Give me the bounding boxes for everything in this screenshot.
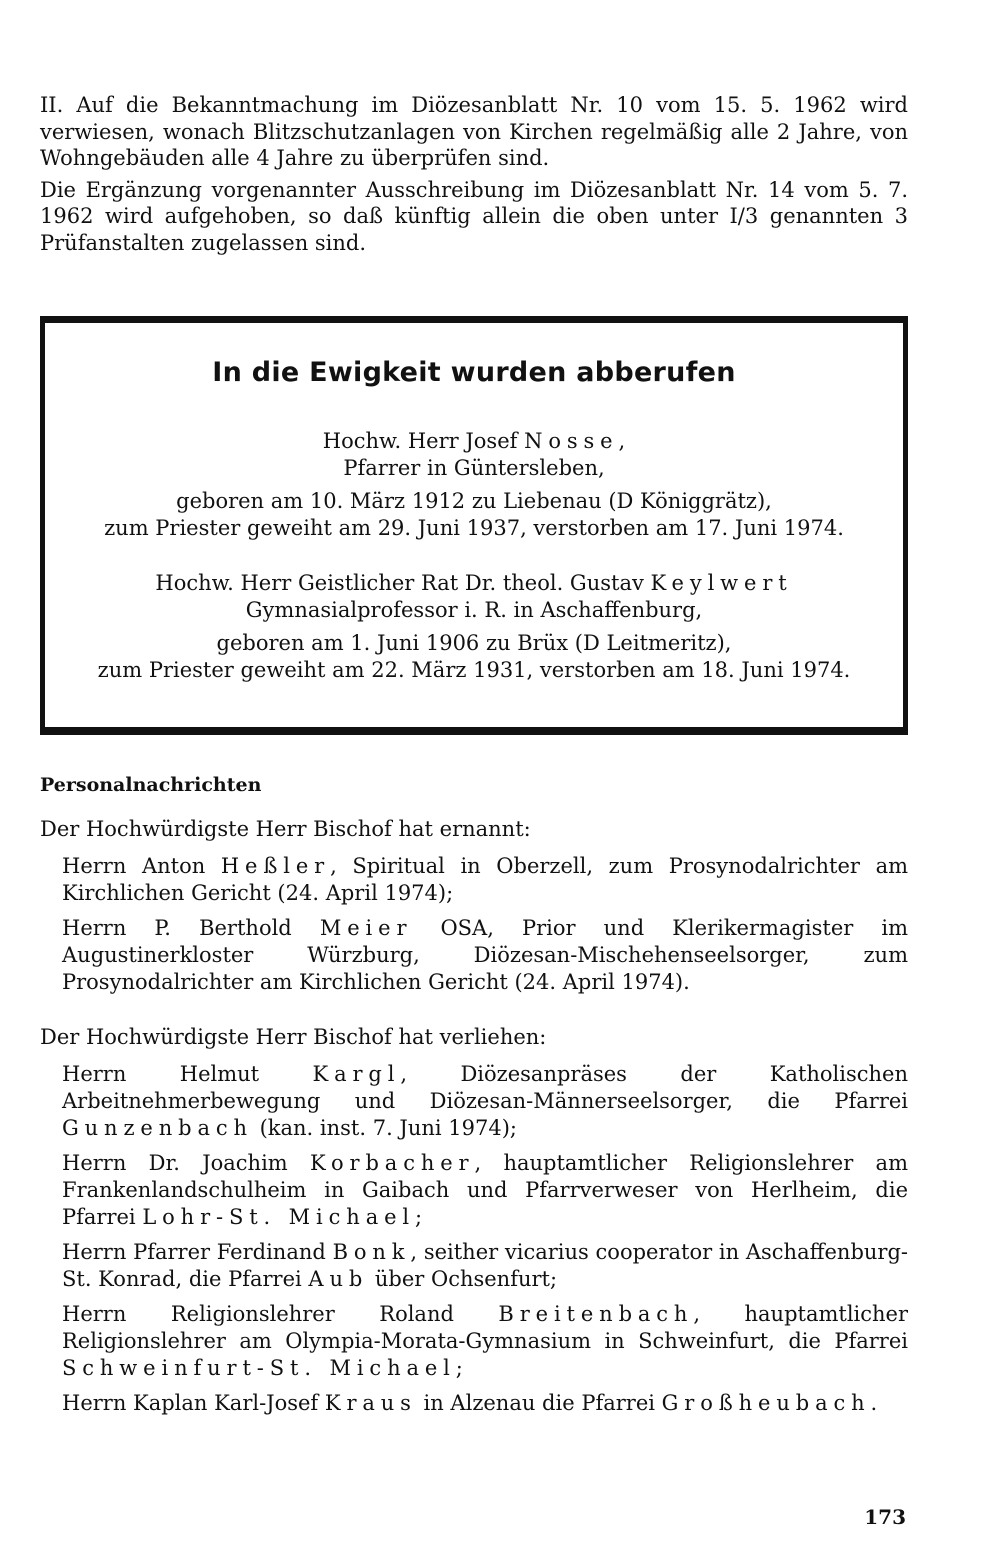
intro-appointed: Der Hochwürdigste Herr Bischof hat ernannt: [40, 817, 531, 841]
surname: Breitenbach [498, 1302, 694, 1326]
parish-name: Aub [308, 1267, 369, 1291]
personal-news [40, 816, 908, 1417]
name-prefix: Hochw. Herr Geistlicher Rat Dr. theol. Gustav [155, 571, 651, 595]
conferral-item [62, 1061, 908, 1142]
surname: Keylwert [650, 571, 793, 595]
item-text: (kan. inst. 7. Juni 1974); [252, 1116, 517, 1140]
item-text: Herrn Helmut [62, 1062, 313, 1086]
obituary-role: Pfarrer in Güntersleben, [343, 456, 605, 480]
surname: Nosse [524, 429, 619, 453]
conferral-item [62, 1390, 908, 1417]
item-text: ; [455, 1356, 463, 1380]
surname: Meier [319, 916, 413, 940]
section-heading: Personalnachrichten [40, 774, 262, 796]
paragraph-supplement: Die Ergänzung vorgenannter Ausschreibung im Diözesanblatt Nr. 14 vom 5. 7. 1962 wird aufgehoben, so daß künftig allein die oben unter I/3 genannten 3 Prüfanstalten zugelassen sind. [40, 177, 908, 255]
item-text: , Diözesanpräses der Katholischen Arbeitnehmerbewegung und Diözesan-Männerseelsorger, die Pfarrei [62, 1062, 908, 1113]
obituary-ordained: zum Priester geweiht am 29. Juni 1937, verstorben am 17. Juni 1974. [104, 516, 844, 540]
item-text: Herrn Anton [62, 854, 221, 878]
appointment-item [62, 915, 908, 996]
surname: Heßler [220, 854, 331, 878]
obituary-born: geboren am 1. Juni 1906 zu Brüx (D Leitmeritz), [216, 631, 732, 655]
parish-name: Lohr-St. Michael [142, 1205, 416, 1229]
item-text: . [870, 1391, 878, 1415]
surname: Kargl [312, 1062, 401, 1086]
item-text: ; [415, 1205, 423, 1229]
obituary-box [40, 316, 908, 735]
parish-name: Schweinfurt-St. Michael [62, 1356, 456, 1380]
obituary-ordained: zum Priester geweiht am 22. März 1931, verstorben am 18. Juni 1974. [97, 658, 851, 682]
name-prefix: Hochw. Herr Josef [322, 429, 525, 453]
parish-name: Gunzenbach [62, 1116, 253, 1140]
item-text: Herrn Religionslehrer Roland [62, 1302, 499, 1326]
conferral-item [62, 1150, 908, 1231]
item-text: Herrn Kaplan Karl-Josef [62, 1391, 325, 1415]
obituary-entry [45, 570, 903, 684]
item-text: über Ochsenfurt; [368, 1267, 558, 1291]
obituary-born: geboren am 10. März 1912 zu Liebenau (D Königgrätz), [176, 489, 772, 513]
item-text: , seither vicarius cooperator in Aschaffenburg-St. Konrad, die Pfarrei [62, 1240, 909, 1291]
obituary-entry [45, 428, 903, 542]
item-text: OSA, Prior und Klerikermagister im Augustinerkloster Würzburg, Diözesan-Mischehenseelsorger, zum Prosynodalrichter am Kirchlichen Gericht (24. April 1974). [62, 916, 909, 994]
conferral-item [62, 1239, 908, 1293]
intro-conferred: Der Hochwürdigste Herr Bischof hat verliehen: [40, 1025, 547, 1049]
conferral-item [62, 1301, 908, 1382]
item-text: in Alzenau die Pfarrei [416, 1391, 662, 1415]
item-text: Herrn Pfarrer Ferdinand [62, 1240, 333, 1264]
obituary-title: In die Ewigkeit wurden abberufen [212, 357, 736, 388]
surname: Bonk [332, 1240, 411, 1264]
page-number: 173 [864, 1505, 906, 1529]
paragraph-ii: II. Auf die Bekanntmachung im Diözesanblatt Nr. 10 vom 15. 5. 1962 wird verwiesen, wonach Blitzschutzanlagen von Kirchen regelmäßig alle 2 Jahre, von Wohngebäuden alle 4 Jahre zu überprüfen sind. [40, 93, 908, 170]
parish-name: Großheubach [661, 1391, 871, 1415]
item-text: , hauptamtlicher Religionslehrer am Olympia-Morata-Gymnasium in Schweinfurt, die Pfarrei [62, 1302, 909, 1353]
name-suffix: , [618, 429, 626, 453]
obituary-name [45, 428, 903, 455]
item-text: Herrn P. Berthold [62, 916, 320, 940]
item-text: Herrn Dr. Joachim [62, 1151, 311, 1175]
obituary-name [45, 570, 903, 597]
appointment-item [62, 853, 908, 907]
item-text: , hauptamtlicher Religionslehrer am Frankenlandschulheim in Gaibach und Pfarrverweser von Herlheim, die Pfarrei [62, 1151, 908, 1229]
item-text: , Spiritual in Oberzell, zum Prosynodalrichter am Kirchlichen Gericht (24. April 1974); [62, 854, 908, 905]
top-section [40, 92, 908, 256]
surname: Kraus [324, 1391, 417, 1415]
surname: Korbacher [310, 1151, 475, 1175]
obituary-role: Gymnasialprofessor i. R. in Aschaffenburg, [245, 598, 703, 622]
